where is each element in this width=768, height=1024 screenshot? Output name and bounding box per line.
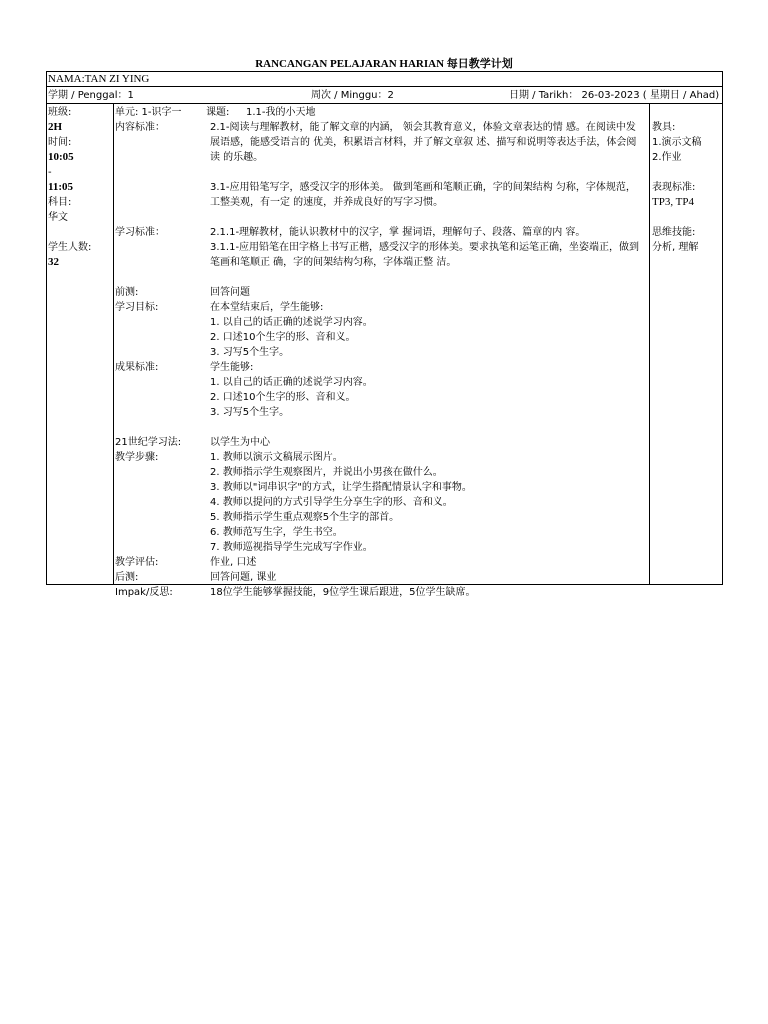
date-field: 日期 / Tarikh： 26-03-2023 ( 星期日 / Ahad): [509, 90, 720, 101]
assessment-label: 教学评估:: [115, 557, 159, 568]
objective-item: 3. 习写5个生字。: [210, 347, 290, 358]
class-info-column: [48, 105, 112, 270]
subject-label: 科目:: [48, 197, 72, 208]
lesson-plan-table: [46, 71, 723, 598]
objective-item: 2. 口述10个生字的形、音和义。: [210, 332, 356, 343]
performance-value: TP3, TP4: [652, 196, 694, 208]
step-item: 5. 教师指示学生重点观察5个生字的部首。: [210, 512, 400, 523]
outcome-item: 3. 习写5个生字。: [210, 407, 290, 418]
learning-standard-2: 3.1.1-应用铅笔在田字格上书写正楷，感受汉字的形体美。要求执笔和运笔正确，坐姿端正，做到笔画和笔顺正 确，字的间架结构匀称，字体端正整 洁。: [210, 242, 640, 268]
step-item: 2. 教师指示学生观察图片，并说出小男孩在做什么。: [210, 467, 443, 478]
aids-label: 教具:: [652, 122, 676, 133]
impact-value: 18位学生能够掌握技能，9位学生课后跟进，5位学生缺席。: [210, 587, 476, 598]
class-label: 班级:: [48, 107, 72, 118]
c21-label: 21世纪学习法:: [115, 437, 182, 448]
content-standard-1: 2.1-阅读与理解教材，能了解文章的内涵， 领会其教育意义，体验文章表达的情 感。在阅读中发展语感，能感受语言的 优美，积累语言材料，并了解文章叙 述、描写和说明等表达手法，体会阅读 的乐趣。: [210, 122, 637, 163]
step-item: 3. 教师以"词串识字"的方式，让学生搭配情景认字和事物。: [210, 482, 472, 493]
class-value: 2H: [48, 121, 63, 133]
column-divider-right: [649, 104, 650, 584]
step-item: 7. 教师巡视指导学生完成写字作业。: [210, 542, 373, 553]
learning-standard-1: 2.1.1-理解教材，能认识教材中的汉字，掌 握词语，理解句子、段落、篇章的内 容。: [210, 227, 586, 238]
subject-value: 华文: [48, 212, 68, 223]
unit-label: 单元: 1-识字一: [115, 107, 182, 118]
time-label: 时间:: [48, 137, 72, 148]
assessment-value: 作业, 口述: [210, 557, 257, 568]
learning-standard-label: 学习标准：: [115, 227, 165, 238]
topic-label: 课题:: [206, 107, 230, 118]
header-row-name: [47, 72, 722, 87]
pretest-label: 前测:: [115, 287, 139, 298]
term-field: 学期 / Penggal：1: [48, 90, 134, 101]
objective-label: 学习目标:: [115, 302, 159, 313]
time-end: 11:05: [48, 181, 74, 193]
c21-value: 以学生为中心: [210, 437, 270, 448]
thinking-value: 分析, 理解: [652, 242, 699, 253]
content-standard-2: 3.1-应用铅笔写字，感受汉字的形体美。 做到笔画和笔顺正确，字的间架结构 匀称，字体规范，工整美观，有一定 的速度，并养成良好的写字习惯。: [210, 182, 636, 208]
content-standard-label: 内容标准：: [115, 122, 165, 133]
pretest-value: 回答问题: [210, 287, 250, 298]
outcome-item: 1. 以自己的话正确的述说学习内容。: [210, 377, 373, 388]
header-row-term: [47, 87, 722, 104]
performance-label: 表现标准:: [652, 182, 696, 193]
outcome-intro: 学生能够:: [210, 362, 254, 373]
thinking-label: 思维技能:: [652, 227, 696, 238]
impact-label: Impak/反思:: [115, 587, 173, 598]
students-value: 32: [48, 256, 59, 268]
resources-column: [652, 105, 722, 255]
students-label: 学生人数:: [48, 242, 92, 253]
objective-intro: 在本堂结束后，学生能够:: [210, 302, 324, 313]
teacher-name: NAMA:TAN ZI YING: [48, 73, 150, 85]
column-divider-left: [113, 104, 114, 584]
time-dash: -: [48, 167, 52, 178]
posttest-value: 回答问题, 课业: [210, 572, 277, 583]
objective-item: 1. 以自己的话正确的述说学习内容。: [210, 317, 373, 328]
aid-item: 2.作业: [652, 152, 682, 163]
week-field: 周次 / Minggu：2: [311, 90, 394, 101]
topic-value: 1.1-我的小天地: [246, 107, 316, 118]
outcome-label: 成果标准:: [115, 362, 159, 373]
aid-item: 1.演示文稿: [652, 137, 702, 148]
posttest-label: 后测:: [115, 572, 139, 583]
steps-label: 教学步骤:: [115, 452, 159, 463]
time-start: 10:05: [48, 151, 74, 163]
step-item: 1. 教师以演示文稿展示图片。: [210, 452, 343, 463]
step-item: 4. 教师以提问的方式引导学生分享生字的形、音和义。: [210, 497, 453, 508]
outcome-item: 2. 口述10个生字的形、音和义。: [210, 392, 356, 403]
page-title: RANCANGAN PELAJARAN HARIAN 每日教学计划: [255, 58, 513, 70]
step-item: 6. 教师范写生字，学生书空。: [210, 527, 343, 538]
